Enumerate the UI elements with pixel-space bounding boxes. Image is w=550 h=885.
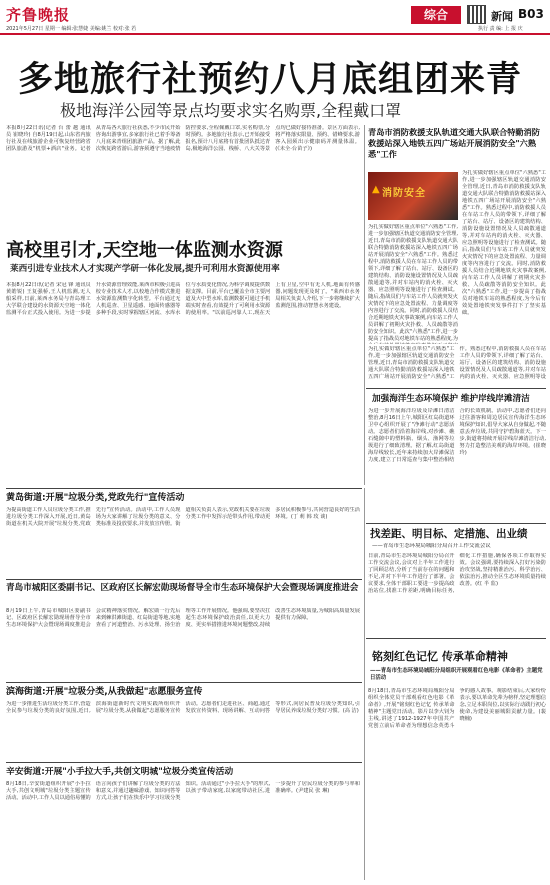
history-subhead: ——青岛市生态环境局城阳分局组织开展观看红色电影《革命者》主题党日活动	[370, 668, 543, 681]
fire-body: 为扎实做好辖区重点单位"六熟悉"工作,进一步加强辖区轨道交通消防安全管理,近日,青岛市消防救援支队轨道交通大队联合特勤消防救援站深入地铁五四广场站开展消防安全"六熟悉"工作。熟悉过程中,消防救援人员在车站工作人员的带领下,详细了解了站台、站厅、设备区的建筑结构、消防设施设置情况及人员疏散通道等,并对车站内的消火栓、灭火器、应急照明等设施进行了检查测试。随后,指战员们与车站工作人员就突发火灾情况下的应急处置流程、力量调度等内容进行了交流。同时,消防救援人员结合近期地铁火灾事故案例,向车站工作人员讲解了初期火灾扑救、人员疏散等消防安全知识。此次"六熟悉"工作,进一步提高了指战员对地铁车站的熟悉程度,为今后有效处置地铁突发事件打下了坚实基础。	[462, 170, 546, 316]
binhai-headline: 滨海街道:开展"垃圾分类,从我做起"志愿服务宣传	[6, 687, 203, 697]
bright-headline: 找差距、明目标、定措施、出业绩	[370, 528, 528, 540]
section-badge-label: 综合	[423, 8, 448, 22]
talent-subhead: 莱西引进专业技术人才实现产学研一体化发展,提升可利用水资源使用率	[10, 264, 280, 274]
history-rule	[366, 638, 546, 639]
page-label: 新闻	[491, 10, 513, 23]
lead-body: 本报8月22日讯(记者 台 蕾 越 通讯员 崔晓玲) 自8月19日起,山东省内旅行社及在线旅游企业可恢复经营跨省团队旅游及"机票+酒店"业务。记者从青岛各大旅行社获悉,不少市民开始咨询出游事宜,多家旅行社已着手筹备八月底来青组团旅游产品。据了解,此次恢复跨省游后,游客须遵守当地疫情防控要求,全程佩戴口罩,实名购票,分时预约。多地旅行社表示,已开始接受报名,预计八月底将有首批团队抵达青岛,极地海洋公园、栈桥、八大关等景点均已做好接待准备。景区方面表示,将严格落实限量、预约、错峰要求,游客入园须出示健康码并测量体温。(《未全·台苗子》)	[6, 125, 360, 152]
lead-headline: 多地旅行社预约八月底组团来青	[18, 60, 523, 100]
fire-body-continued	[368, 224, 458, 344]
xin-headline: 辛安街道:开展"小手拉大手,共创文明城"垃圾分类宣传活动	[6, 767, 234, 777]
section-badge	[411, 6, 461, 24]
xin-body: 8月18日,辛安街道组织开展"小手拉大手,共创文明城"垃圾分类主题宣传活动。活动中,工作人员以通俗易懂的语言向孩子们讲解了垃圾分类的方法和意义,并通过趣味游戏、知识问答等方式,让孩子们在快乐中学习垃圾分类知识。活动通过"小手拉大手"的形式,以孩子带动家庭,以家庭带动社区,进一步提升了居民垃圾分类的参与率和准确率。(尹建民 张 琳)	[6, 781, 360, 801]
city-body: 8月19日上午,青岛市城阳区委副书记、区政府区长解宏勋现场督导全市生态环境保护大会暨现场调度推进会会议精神落实情况。解宏勋一行先后来到棘洪滩街道、红岛街道等地,实地查看了河道整治、污水处理、扬尘治理等工作开展情况。他强调,要坚决扛起生态环境保护政治责任,以更大力度、更实举措推进环境问题整改,持续改善生态环境质量,为城阳高质量发展提供有力保障。	[6, 608, 360, 628]
bright-subhead: ——青岛市生态环境局城阳分局召开工作交流会议	[372, 543, 491, 549]
bright-rule	[366, 523, 546, 524]
env-body: 为进一步开展海洋垃圾及岸滩日清洁整治,8月16日上午,城阳区红岛街道环卫中心组织开展了"净滩行动"志愿活动。志愿者们沿着海岸线,对沙滩、礁石缝隙中的塑料瓶、烟头、渔网等垃圾进行了细致清理。据了解,红岛街道海岸线较长,近年来持续加大岸滩保洁力度,建立了日常巡查与集中整治相结合的长效机制。活动中,志愿者们还向过往游客和周边居民宣传海洋生态环境保护知识,倡导大家从自身做起,不随意丢弃垃圾,共同守护碧海蓝天。下一步,街道将持续开展岸线岸滩清洁行动,努力打造整洁美观的海岸环境。(崔晓玲)	[368, 408, 546, 463]
dateline: 2021年5月27日 星期一 编辑:张慧婕 美编:姚兰 校对:张 若	[6, 26, 137, 32]
fire-body-lower-text: 为扎实做好辖区重点单位"六熟悉"工作,进一步加强辖区轨道交通消防安全管理,近日,青岛市消防救援支队轨道交通大队联合特勤消防救援站深入地铁五四广场站开展消防安全"六熟悉"工作。熟悉过程中,消防救援人员在车站工作人员的带领下,详细了解了站台、站厅、设备区的建筑结构、消防设施设置情况及人员疏散通道等,并对车站内的消火栓、灭火器、应急照明等设	[368, 346, 546, 380]
editor-credit: 执行 责 编: 上 报 庆	[478, 26, 523, 32]
huangdao-headline: 黄岛街道:开展"垃圾分类,党政先行"宣传活动	[6, 493, 185, 503]
bright-body: 日前,青岛市生态环境局城阳分局召开工作交流会议,会议对上半年工作进行了回顾总结,分析了当前存在的问题和不足,并对下半年工作进行了部署。会议要求,全体干部职工要进一步提高政治站位,找准工作差距,明确目标任务,细化工作措施,确保各项工作取得实效。会议强调,要持续深入打好污染防治攻坚战,坚持精准治污、科学治污、依法治污,推动全区生态环境质量持续改善。(红 半 监)	[368, 553, 546, 594]
fire-body-left: 为扎实做好辖区重点单位"六熟悉"工作,进一步加强辖区轨道交通消防安全管理,近日,青岛市消防救援支队轨道交通大队联合特勤消防救援站深入地铁五四广场站开展消防安全"六熟悉"工作。熟悉过程中,消防救援人员在车站工作人员的带领下,详细了解了站台、站厅、设备区的建筑结构、消防设施设置情况及人员疏散通道等,并对车站内的消火栓、灭火器、应急照明等设施进行了检查测试。随后,指战员们与车站工作人员就突发火灾情况下的应急处置流程、力量调度等内容进行了交流。同时,消防救援人员结合近期地铁火灾事故案例,向车站工作人员讲解了初期火灾扑救、人员疏散等消防安全知识。此次"六熟悉"工作,进一步提高了指战员对地铁车站的熟悉程度,为	[368, 224, 458, 342]
column-divider	[364, 125, 365, 485]
lead-subhead: 极地海洋公园等景点均要求实名购票,全程戴口罩	[60, 101, 402, 120]
env-headline: 加强海洋生态环境保护 维护岸线岸滩清洁	[372, 394, 530, 404]
fire-headline: 青岛市消防救援支队轨道交通大队联合特勤消防救援站深入地铁五四广场站开展消防安全"六熟悉"工作	[368, 127, 540, 159]
huangdao-body: 为提高街道工作人员垃圾分类工作,推进垃圾分类工作深入开展,近日,黄岛街道在机关大院开展"垃圾分类,党政先行"宣传活动。活动中,工作人员现场为大家讲解了垃圾分类的意义、分类标准及投放要求,并发放宣传册。街道相关负责人表示,党政机关要在垃圾分类工作中发挥示范带头作用,带动更多居民积极参与,共同营造良好的生活环境。(丁 莉 韩 玫 谈)	[6, 507, 360, 527]
fire-body-lower	[368, 346, 546, 386]
binhai-rule	[6, 682, 362, 683]
qr-code-icon	[467, 5, 486, 24]
fire-photo	[368, 172, 458, 220]
city-rule	[6, 579, 362, 580]
talent-headline: 高校里引才,天空地一体监测水资源	[6, 240, 283, 261]
masthead	[0, 0, 550, 36]
talent-body: 本报8月22日讯(记者 宋冠 锋 通讯员 黄皓锐) 王复强桥,王人机监测,无人船采样,日前,莱西水务局与青岛理工大学联合建设的水资源天空地一体化监测平台正式投入使用。为进一步提升水资源管理效能,莱西市积极引进高校专业技术人才,以校地合作模式推进水资源监测数字化转型。平台通过无人机巡查、卫星遥感、地面传感器等多种手段,实时掌握辖区河流、水库水位与水质变化情况,为科学调度提供数据支撑。目前,平台已覆盖全市主要河道及大中型水库,监测数据可通过手机端实时查看,有效提升了可利用水资源的使用率。"以前巡河靠人工,现在天上有卫星,空中有无人机,地面有传感器,问题发现更及时了。"莱西市水务局相关负责人介绍,下一步将继续扩大监测范围,推动智慧水务建设。	[6, 282, 360, 316]
page-number: B03	[518, 7, 544, 21]
xin-rule	[6, 762, 362, 763]
paper-logo: 齐鲁晚报	[6, 6, 71, 24]
env-rule	[366, 388, 546, 389]
masthead-rule	[0, 33, 550, 35]
binhai-body: 为进一步推进生活垃圾分类工作,营造全民参与垃圾分类的良好氛围,近日,滨海街道新时代文明实践所组织开展"垃圾分类,从我做起"志愿服务宣传活动。志愿者们走进社区、商超,通过发放宣传资料、现场讲解、互动问答等形式,向居民普及垃圾分类知识,引导居民养成垃圾分类好习惯。(高 洁)	[6, 701, 360, 714]
flame-icon: ▲	[372, 184, 380, 195]
fire-photo-caption: 消防安全	[382, 188, 426, 199]
history-headline: 铭刻红色记忆 传承革命精神	[372, 650, 508, 663]
column-divider-lower	[364, 488, 365, 880]
huangdao-rule	[6, 488, 362, 489]
history-body: 8月18日,青岛市生态环境局城阳分局组织全体党员干部观看红色电影《革命者》,开展"铭刻红色记忆 传承革命精神"主题党日活动。影片以李大钊为主线,讲述了1912-1927年中国共产党创立前后革命者为理想信念英勇斗争的感人故事。观影结束后,大家纷纷表示,要以革命先辈为榜样,坚定理想信念,立足本职岗位,以实际行动践行初心使命,为建设美丽城阳贡献力量。(裴晓楠)	[368, 688, 546, 729]
city-headline: 青岛市城阳区委副书记、区政府区长解宏勋现场督导全市生态环境保护大会暨现场调度推进会	[6, 583, 359, 593]
